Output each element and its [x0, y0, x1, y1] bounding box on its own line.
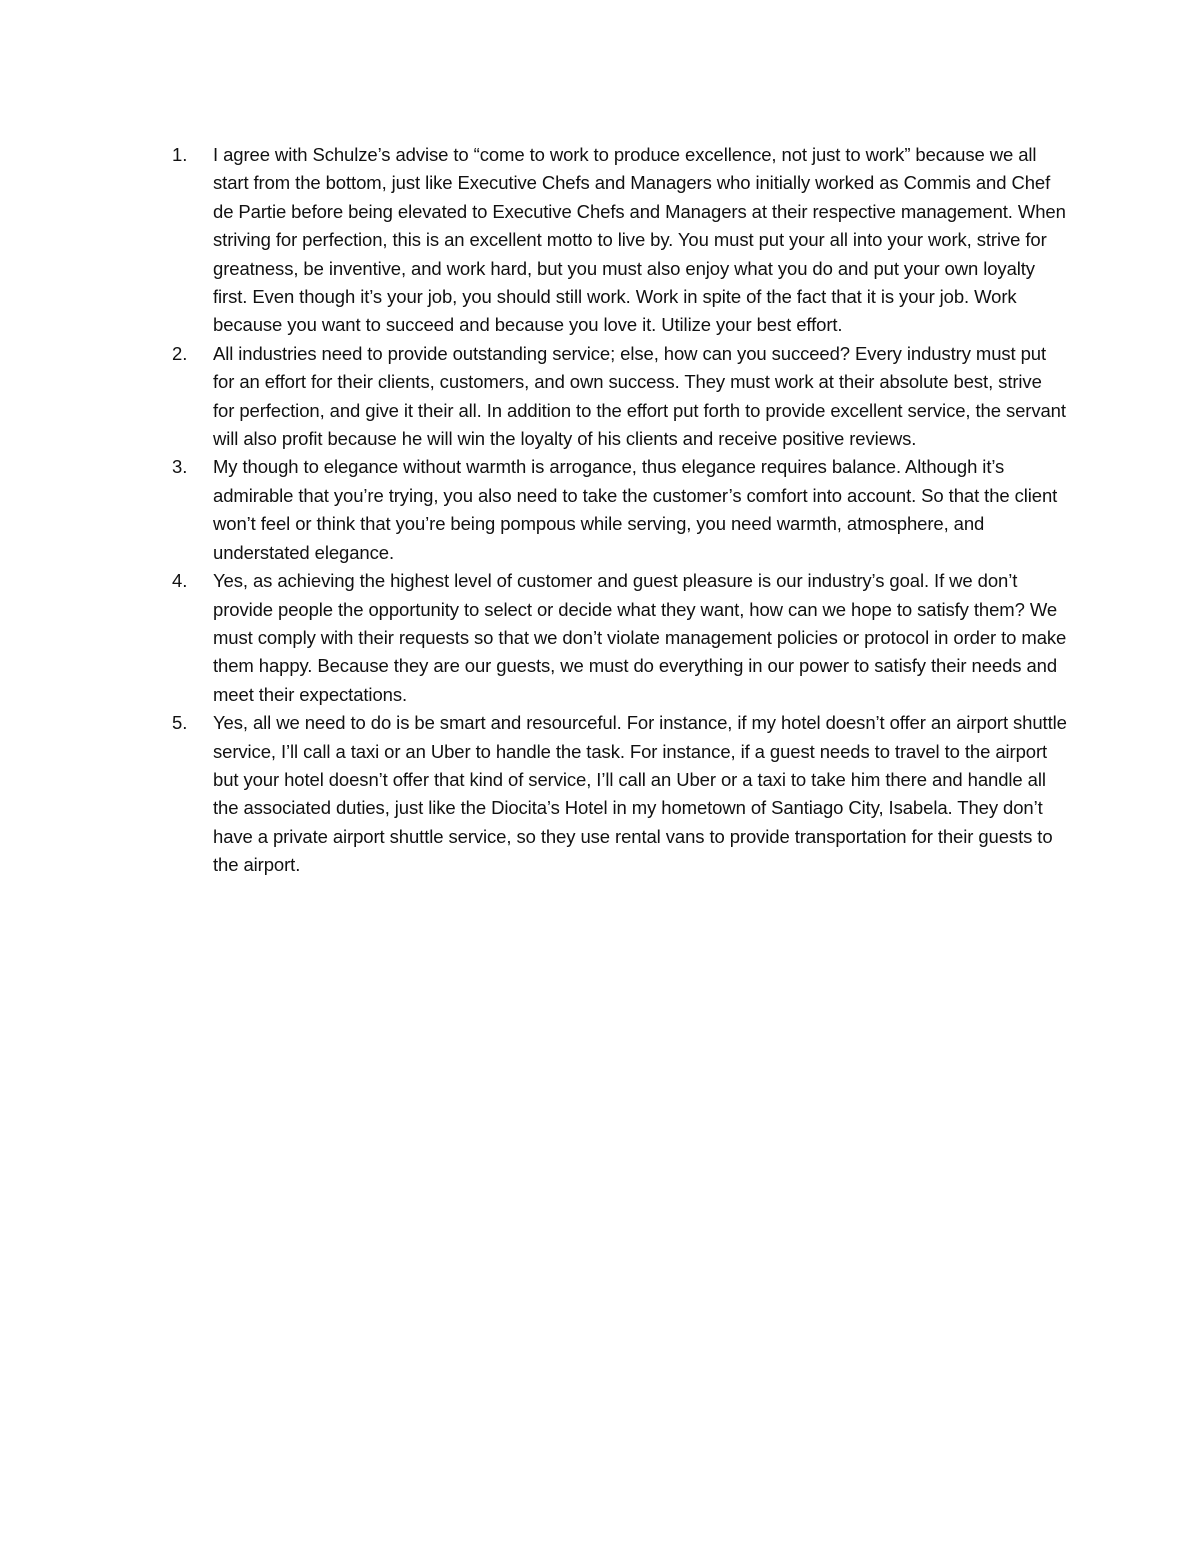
answer-item-4: [172, 567, 1067, 709]
item-number: 4.: [172, 570, 188, 592]
answer-item-3: [172, 453, 1067, 567]
item-text: Yes, as achieving the highest level of customer and guest pleasure is our industry’s goal. If we don’t provide people the opportunity to select or decide what they want, how can we hope to satisfy them? We must comply with their requests so that we don’t violate management policies or protocol in order to make them happy. Because they are our guests, we must do everything in our power to satisfy their needs and meet their expectations.: [213, 570, 1067, 705]
answer-item-2: [172, 340, 1067, 454]
item-text: I agree with Schulze’s advise to “come to work to produce excellence, not just to work” because we all start from the bottom, just like Executive Chefs and Managers who initially worked as Commis and Chef de Partie before being elevated to Executive Chefs and Managers at their respective management. When striving for perfection, this is an excellent motto to live by. You must put your all into your work, strive for greatness, be inventive, and work hard, but you must also enjoy what you do and put your own loyalty first. Even though it’s your job, you should still work. Work in spite of the fact that it is your job. Work because you want to succeed and because you love it. Utilize your best effort.: [213, 144, 1066, 336]
item-text: All industries need to provide outstanding service; else, how can you succeed? Every industry must put for an effort for their clients, customers, and own success. They must work at their absolute best, strive for perfection, and give it their all. In addition to the effort put forth to provide excellent service, the servant will also profit because he will win the loyalty of his clients and receive positive reviews.: [213, 342, 1066, 450]
item-text: Yes, all we need to do is be smart and resourceful. For instance, if my hotel doesn’t offer an airport shuttle service, I’ll call a taxi or an Uber to handle the task. For instance, if a guest needs to travel to the airport but your hotel doesn’t offer that kind of service, I’ll call an Uber or a taxi to take him there and handle all the associated duties, just like the Diocita’s Hotel in my hometown of Santiago City, Isabela. They don’t have a private airport shuttle service, so they use rental vans to provide transportation for their guests to the airport.: [213, 712, 1067, 876]
item-text: My though to elegance without warmth is arrogance, thus elegance requires balance. Although it’s admirable that you’re trying, you also need to take the customer’s comfort into account. So that the client won’t feel or think that you’re being pompous while serving, you need warmth, atmosphere, and understated elegance.: [213, 456, 1058, 563]
answer-list: [172, 141, 1067, 880]
item-number: 5.: [172, 712, 188, 734]
item-number: 1.: [172, 144, 188, 165]
item-number: 3.: [172, 456, 188, 478]
answer-item-5: [172, 709, 1067, 879]
answer-item-1: [172, 141, 1067, 340]
item-number: 2.: [172, 342, 188, 364]
